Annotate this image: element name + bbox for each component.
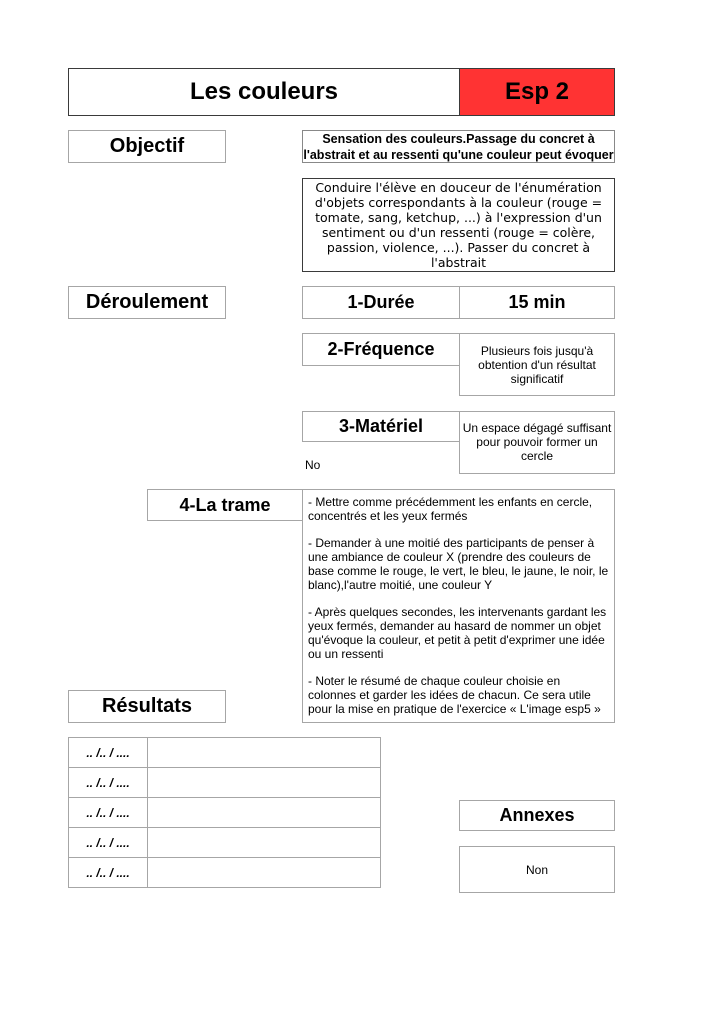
result-note[interactable]	[148, 768, 381, 798]
table-row	[69, 828, 381, 858]
annexes-label: Annexes	[499, 805, 575, 825]
trame-step: - Demander à une moitié des participants de penser à une ambiance de couleur X (prendre des couleurs de base comme le rouge, le vert, le bleu, le jaune, le noir, le blanc),l'autre moitié, une couleur Y	[308, 536, 609, 592]
result-note[interactable]	[148, 858, 381, 888]
page-title: Les couleurs	[189, 78, 339, 105]
result-date: .. /.. / ....	[69, 858, 148, 888]
table-row	[69, 798, 381, 828]
result-note[interactable]	[148, 738, 381, 768]
trame-step: - Mettre comme précédemment les enfants en cercle, concentrés et les yeux fermés	[308, 495, 593, 523]
trame-label: 4-La trame	[179, 494, 271, 515]
duree-label-box	[302, 286, 460, 319]
annexes-label-box	[459, 800, 615, 831]
trame-label-box	[147, 489, 303, 521]
annexes-value-box	[459, 846, 615, 893]
annexes-value: Non	[525, 862, 548, 877]
materiel-note: No	[305, 458, 321, 472]
objectif-summary: Sensation des couleurs.Passage du concret à l'abstrait et au ressenti qu'une couleur peut évoquer	[303, 131, 614, 162]
materiel-value: Un espace dégagé suffisant pour pouvoir former un cercle	[462, 421, 612, 463]
deroulement-label: Déroulement	[85, 291, 209, 313]
materiel-label-box	[302, 411, 460, 442]
duree-value: 15 min	[508, 292, 566, 312]
activity-code: Esp 2	[504, 78, 570, 105]
resultats-label: Résultats	[101, 695, 193, 717]
code-cell	[459, 68, 615, 116]
objectif-description: Conduire l'élève en douceur de l'énumération d'objets correspondants à la couleur (rouge = tomate, sang, ketchup, ...) à l'expression d'un sentiment ou d'un ressenti (rouge = colère, passion, violence, ...). Passer du concret à l'abstrait	[314, 180, 603, 270]
trame-content	[302, 489, 615, 723]
frequence-label: 2-Fréquence	[327, 339, 435, 359]
table-row	[69, 738, 381, 768]
frequence-label-box	[302, 333, 460, 366]
frequence-value: Plusieurs fois jusqu'à obtention d'un résultat significatif	[478, 343, 596, 386]
result-date: .. /.. / ....	[69, 828, 148, 858]
materiel-label: 3-Matériel	[338, 416, 424, 436]
deroulement-label-box	[68, 286, 226, 319]
objectif-label: Objectif	[109, 135, 185, 157]
result-note[interactable]	[148, 798, 381, 828]
duree-value-box	[459, 286, 615, 319]
table-row	[69, 858, 381, 888]
duree-label: 1-Durée	[347, 292, 415, 312]
result-note[interactable]	[148, 828, 381, 858]
objectif-label-box	[68, 130, 226, 163]
objectif-description-box	[302, 178, 615, 272]
materiel-value-box	[459, 411, 615, 474]
frequence-value-box	[459, 333, 615, 396]
result-date: .. /.. / ....	[69, 768, 148, 798]
trame-step: - Noter le résumé de chaque couleur choisie en colonnes et garder les idées de chacun. Ce sera utile pour la mise en pratique de l'exercice « L'image esp5 »	[308, 674, 601, 716]
result-date: .. /.. / ....	[69, 798, 148, 828]
objectif-summary-box	[302, 130, 615, 163]
resultats-table	[68, 737, 381, 888]
table-row	[69, 768, 381, 798]
trame-step: - Après quelques secondes, les intervenants gardant les yeux fermés, demander au hasard de nommer un objet qu'évoque la couleur, et petit à petit d'exprimer une idée ou un ressenti	[308, 605, 607, 661]
resultats-label-box	[68, 690, 226, 723]
result-date: .. /.. / ....	[69, 738, 148, 768]
title-cell	[68, 68, 460, 116]
